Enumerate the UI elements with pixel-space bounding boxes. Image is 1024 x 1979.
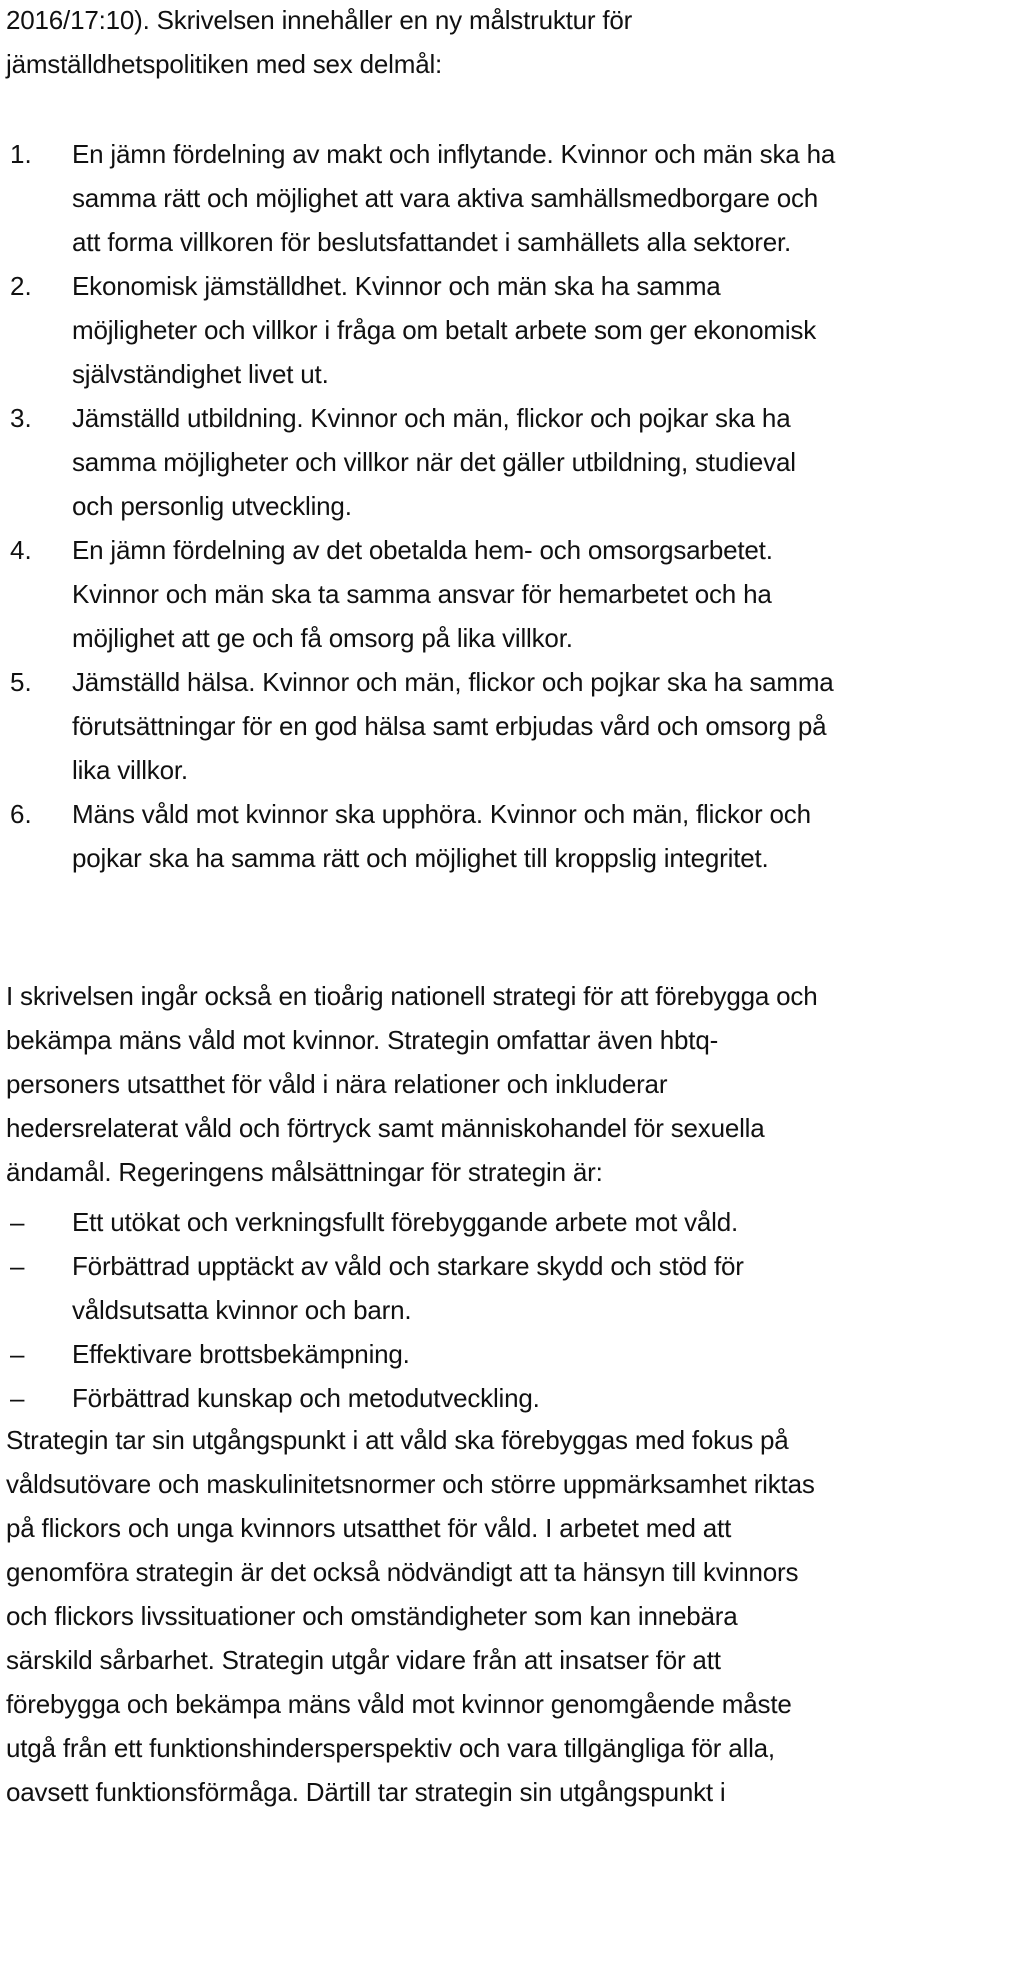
text-line: Strategin tar sin utgångspunkt i att våld ska förebyggas med fokus på (6, 1425, 789, 1455)
goal-item (10, 528, 835, 660)
text-line: jämställdhetspolitiken med sex delmål: (6, 49, 443, 79)
text-line: Ekonomisk jämställdhet. Kvinnor och män ska ha samma (72, 271, 721, 301)
goal-item (10, 264, 835, 396)
text-line: Mäns våld mot kvinnor ska upphöra. Kvinnor och män, flickor och (72, 799, 811, 829)
text-line: möjligheter och villkor i fråga om betalt arbete som ger ekonomisk (72, 315, 817, 345)
objective-item (10, 1332, 744, 1376)
goal-item (10, 792, 835, 880)
text-line: bekämpa mäns våld mot kvinnor. Strategin omfattar även hbtq- (6, 1025, 719, 1055)
text-line: Jämställd utbildning. Kvinnor och män, flickor och pojkar ska ha (72, 403, 791, 433)
dash-bullet: – (10, 1207, 25, 1237)
text-line: En jämn fördelning av det obetalda hem- och omsorgsarbetet. (72, 535, 773, 565)
goal-number: 1. (10, 139, 32, 169)
strategy-paragraph (6, 974, 817, 1194)
text-line: pojkar ska ha samma rätt och möjlighet till kroppslig integritet. (72, 843, 769, 873)
text-line: och flickors livssituationer och omständigheter som kan innebära (6, 1601, 738, 1631)
text-line: personers utsatthet för våld i nära relationer och inkluderar (6, 1069, 668, 1099)
text-line: våldsutövare och maskulinitetsnormer och större uppmärksamhet riktas (6, 1469, 815, 1499)
objectives-list (10, 1200, 744, 1420)
dash-bullet: – (10, 1251, 25, 1281)
goal-item (10, 660, 835, 792)
text-line: självständighet livet ut. (72, 359, 329, 389)
text-line: Förbättrad kunskap och metodutveckling. (72, 1383, 540, 1413)
goal-item (10, 132, 835, 264)
goal-number: 6. (10, 799, 32, 829)
text-line: samma rätt och möjlighet att vara aktiva samhällsmedborgare och (72, 183, 819, 213)
goals-list (10, 132, 835, 880)
goal-number: 4. (10, 535, 32, 565)
text-line: 2016/17:10). Skrivelsen innehåller en ny målstruktur för (6, 5, 633, 35)
text-line: I skrivelsen ingår också en tioårig nationell strategi för att förebygga och (6, 981, 818, 1011)
objective-item (10, 1244, 744, 1332)
text-line: särskild sårbarhet. Strategin utgår vidare från att insatser för att (6, 1645, 721, 1675)
intro-paragraph (6, 0, 632, 86)
dash-bullet: – (10, 1339, 25, 1369)
text-line: Jämställd hälsa. Kvinnor och män, flickor och pojkar ska ha samma (72, 667, 834, 697)
text-line: Förbättrad upptäckt av våld och starkare skydd och stöd för (72, 1251, 744, 1281)
text-line: och personlig utveckling. (72, 491, 352, 521)
text-line: utgå från ett funktionshindersperspektiv och vara tillgängliga för alla, (6, 1733, 775, 1763)
objective-item (10, 1376, 744, 1420)
text-line: hedersrelaterat våld och förtryck samt människohandel för sexuella (6, 1113, 765, 1143)
goal-number: 3. (10, 403, 32, 433)
text-line: En jämn fördelning av makt och inflytande. Kvinnor och män ska ha (72, 139, 836, 169)
text-line: våldsutsatta kvinnor och barn. (72, 1295, 412, 1325)
strategy-basis-paragraph (6, 1418, 815, 1814)
text-line: möjlighet att ge och få omsorg på lika villkor. (72, 623, 573, 653)
text-line: genomföra strategin är det också nödvändigt att ta hänsyn till kvinnors (6, 1557, 799, 1587)
text-line: lika villkor. (72, 755, 188, 785)
objective-item (10, 1200, 744, 1244)
goal-number: 5. (10, 667, 32, 697)
text-line: Kvinnor och män ska ta samma ansvar för hemarbetet och ha (72, 579, 772, 609)
goal-number: 2. (10, 271, 32, 301)
text-line: Ett utökat och verkningsfullt förebyggande arbete mot våld. (72, 1207, 739, 1237)
goal-item (10, 396, 835, 528)
text-line: förebygga och bekämpa mäns våld mot kvinnor genomgående måste (6, 1689, 792, 1719)
text-line: förutsättningar för en god hälsa samt erbjudas vård och omsorg på (72, 711, 827, 741)
text-line: oavsett funktionsförmåga. Därtill tar strategin sin utgångspunkt i (6, 1777, 726, 1807)
dash-bullet: – (10, 1383, 25, 1413)
text-line: på flickors och unga kvinnors utsatthet för våld. I arbetet med att (6, 1513, 732, 1543)
text-line: ändamål. Regeringens målsättningar för strategin är: (6, 1157, 603, 1187)
text-line: att forma villkoren för beslutsfattandet i samhällets alla sektorer. (72, 227, 792, 257)
text-line: Effektivare brottsbekämpning. (72, 1339, 410, 1369)
text-line: samma möjligheter och villkor när det gäller utbildning, studieval (72, 447, 796, 477)
